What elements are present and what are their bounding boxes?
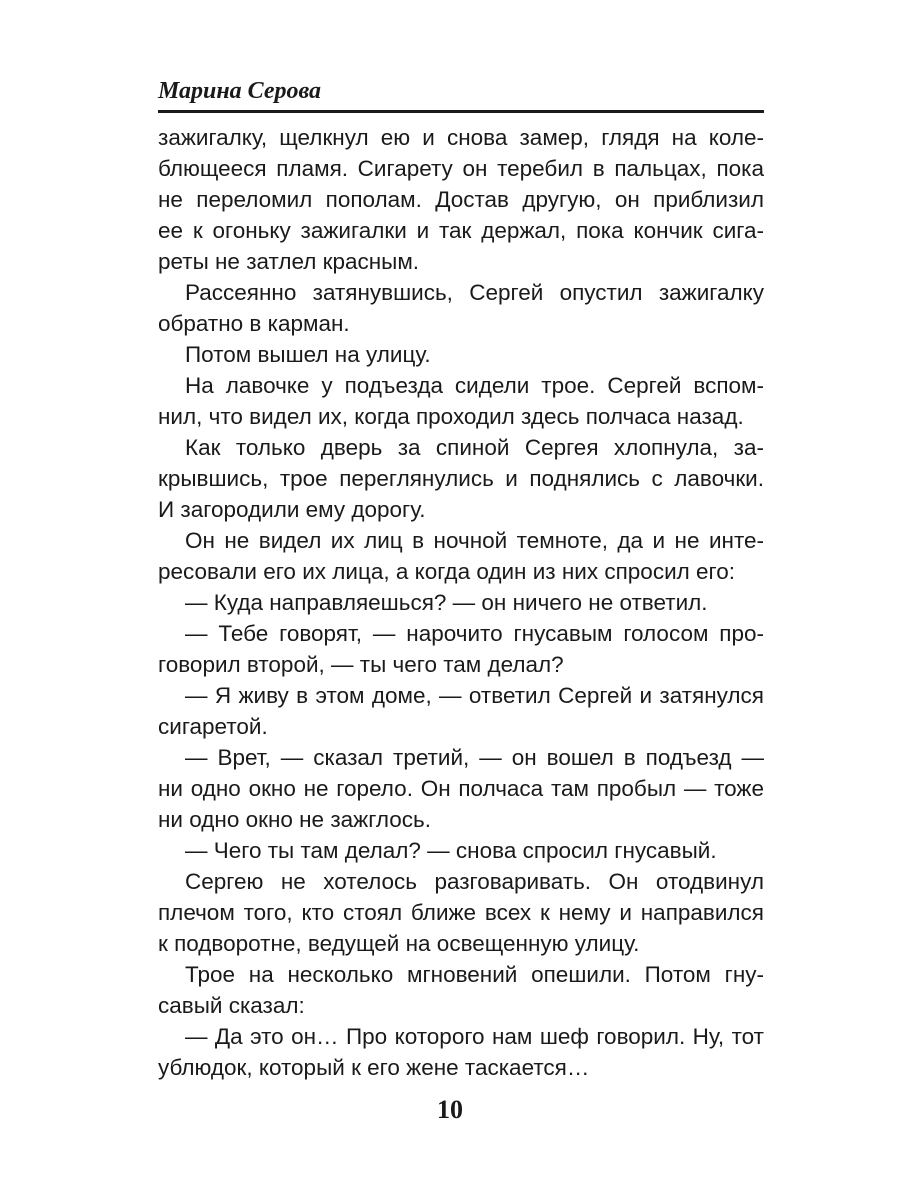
body-text <box>158 122 764 1083</box>
text-line: Как только дверь за спиной Сергея хлопнула, за- <box>185 435 764 460</box>
text-line: Потом вышел на улицу. <box>185 342 431 367</box>
text-line: — Да это он… Про которого нам шеф говорил. Ну, тот <box>185 1024 764 1049</box>
text-line: ее к огоньку зажигалки и так держал, пока кончик сига- <box>158 218 764 243</box>
text-line: Сергею не хотелось разговаривать. Он отодвинул <box>185 869 764 894</box>
text-line: савый сказал: <box>158 993 305 1018</box>
text-line: — Я живу в этом доме, — ответил Сергей и затянулся <box>185 683 764 708</box>
text-line: — Куда направляешься? — он ничего не ответил. <box>185 590 708 615</box>
text-line: сигаретой. <box>158 714 268 739</box>
text-line: говорил второй, — ты чего там делал? <box>158 652 564 677</box>
text-line: крывшись, трое переглянулись и поднялись с лавочки. <box>158 466 764 491</box>
text-line: ни одно окно не горело. Он полчаса там пробыл — тоже <box>158 776 764 801</box>
text-line: нил, что видел их, когда проходил здесь полчаса назад. <box>158 404 744 429</box>
text-line: не переломил пополам. Достав другую, он приблизил <box>158 187 764 212</box>
text-line: обратно в карман. <box>158 311 350 336</box>
text-line: зажигалку, щелкнул ею и снова замер, глядя на коле- <box>158 125 764 150</box>
text-line: к подворотне, ведущей на освещенную улицу. <box>158 931 640 956</box>
text-line: ресовали его их лица, а когда один из них спросил его: <box>158 559 736 584</box>
text-line: ублюдок, который к его жене таскается… <box>158 1055 590 1080</box>
text-line: — Тебе говорят, — нарочито гнусавым голосом про- <box>185 621 764 646</box>
text-line: На лавочке у подъезда сидели трое. Сергей вспом- <box>185 373 764 398</box>
text-line: Он не видел их лиц в ночной темноте, да и не инте- <box>185 528 764 553</box>
text-line: плечом того, кто стоял ближе всех к нему и направился <box>158 900 764 925</box>
page-number: 10 <box>437 1095 463 1124</box>
text-line: — Чего ты там делал? — снова спросил гнусавый. <box>185 838 717 863</box>
running-head-author: Марина Серова <box>158 78 322 104</box>
text-line: блющееся пламя. Сигарету он теребил в пальцах, пока <box>158 156 764 181</box>
text-line: И загородили ему дорогу. <box>158 497 426 522</box>
text-line: реты не затлел красным. <box>158 249 420 274</box>
text-line: — Врет, — сказал третий, — он вошел в подъезд — <box>185 745 764 770</box>
text-line: Рассеянно затянувшись, Сергей опустил зажигалку <box>185 280 764 305</box>
header-rule <box>158 110 764 113</box>
text-line: Трое на несколько мгновений опешили. Потом гну- <box>185 962 764 987</box>
text-line: ни одно окно не зажглось. <box>158 807 432 832</box>
